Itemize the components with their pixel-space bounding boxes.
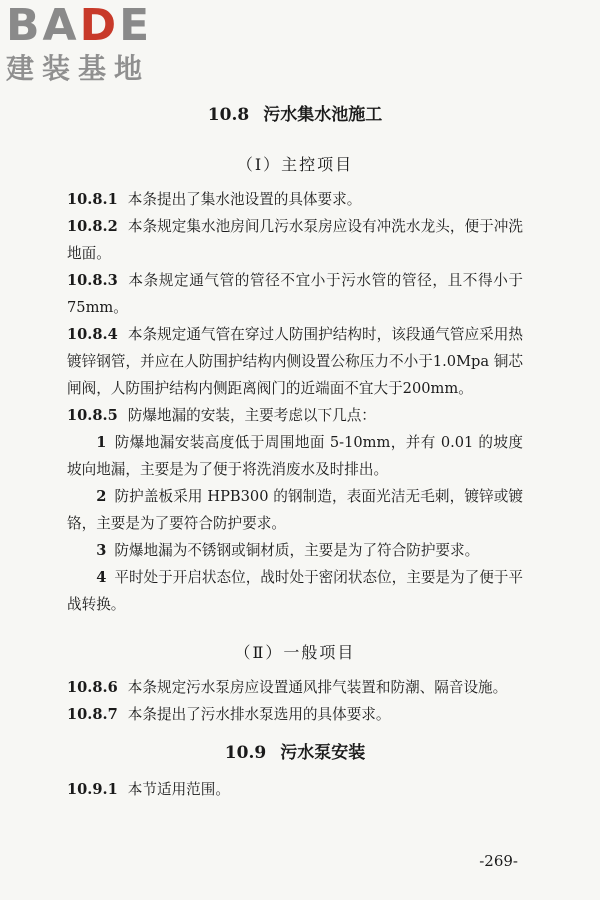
logo-mark: BADE — [6, 0, 153, 51]
clause-10-8-1: 10.8.1 本条提出了集水池设置的具体要求。 — [67, 191, 362, 208]
subsection-title-main: （Ⅰ）主控项目 — [236, 155, 354, 174]
list-item: 3 防爆地漏为不锈钢或铜材质，主要是为了符合防护要求。 — [96, 542, 480, 559]
clause-10-8-4: 10.8.4 本条规定通气管在穿过人防围护结构时，该段通气管应采用热镀锌钢管，并应在人防围护结构内侧设置公称压力不小于1.0Mpa 铜芯闸阀，人防围护结构内侧距离阀门的近端面不宜大于200mm。 — [67, 326, 523, 397]
section-title-10-8: 10.8 污水集水池施工 — [207, 105, 383, 125]
list-item: 2 防护盖板采用 HPB300 的钢制造，表面光洁无毛刺，镀锌或镀铬，主要是为了要符合防护要求。 — [67, 488, 523, 532]
clause-10-8-7: 10.8.7 本条提出了污水排水泵选用的具体要求。 — [67, 706, 391, 723]
page-number: -269- — [479, 852, 518, 870]
clause-10-8-5: 10.8.5 防爆地漏的安装，主要考虑以下几点： — [67, 407, 376, 424]
list-item: 1 防爆地漏安装高度低于周围地面 5-10mm，并有 0.01 的坡度坡向地漏，主要是为了便于将洗消废水及时排出。 — [67, 434, 523, 478]
page-body — [67, 92, 523, 803]
list-item: 4 平时处于开启状态位，战时处于密闭状态位，主要是为了便于平战转换。 — [67, 569, 523, 613]
subsection-title-general: （Ⅱ）一般项目 — [234, 643, 356, 662]
clause-10-8-2: 10.8.2 本条规定集水池房间几污水泵房应设有冲洗水龙头，便于冲洗地面。 — [67, 218, 523, 262]
clause-10-8-6: 10.8.6 本条规定污水泵房应设置通风排气装置和防潮、隔音设施。 — [67, 679, 508, 696]
clause-10-8-3: 10.8.3 本条规定通气管的管径不宜小于污水管的管径，且不得小于75mm。 — [67, 272, 523, 316]
logo-subtitle: 建装基地 — [6, 52, 151, 85]
section-title-10-9: 10.9 污水泵安装 — [224, 743, 366, 763]
clause-10-9-1: 10.9.1 本节适用范围。 — [67, 781, 230, 798]
logo — [6, 0, 176, 86]
